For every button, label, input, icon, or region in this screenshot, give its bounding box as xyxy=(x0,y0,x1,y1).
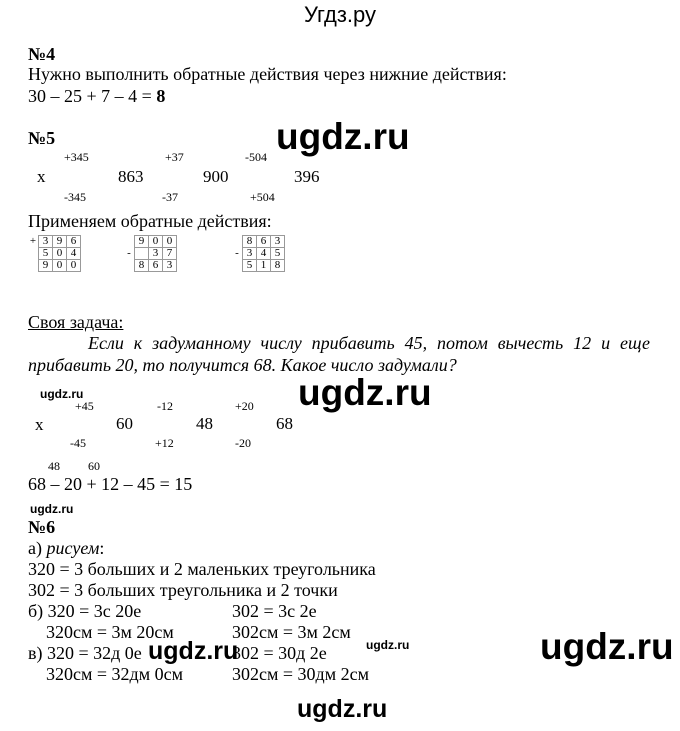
watermark-medium: ugdz.ru xyxy=(148,637,239,665)
own-value-1: 60 xyxy=(116,414,133,433)
task5-apply-text: Применяем обратные действия: xyxy=(28,211,272,231)
own-top-op-2: -12 xyxy=(157,399,173,413)
own-bottom-op-2: +12 xyxy=(155,436,174,450)
digit: 8 xyxy=(135,260,149,272)
digit: 6 xyxy=(257,236,271,248)
task5-value-3: 396 xyxy=(294,167,320,186)
task6-c-line2-right: 302см = 30дм 2см xyxy=(232,664,369,684)
calc3-op: - xyxy=(235,247,239,259)
task5-bottom-op-3: +504 xyxy=(250,190,275,204)
task6-a-heading xyxy=(28,538,104,559)
task5-bottom-op-2: -37 xyxy=(162,190,178,204)
digit: 1 xyxy=(257,260,271,272)
digit: 6 xyxy=(149,260,163,272)
own-bottom-op-3: -20 xyxy=(235,436,251,450)
watermark: ugdz.ru xyxy=(298,372,432,413)
digit: 7 xyxy=(163,248,177,260)
task6-c-line2-left: 320см = 32дм 0см xyxy=(46,664,183,684)
own-value-2: 48 xyxy=(196,414,213,433)
digit: 5 xyxy=(243,260,257,272)
task6-b-line1-right: 302 = 3с 2е xyxy=(232,601,317,621)
own-top-op-1: +45 xyxy=(75,399,94,413)
digit: 3 xyxy=(271,236,285,248)
digit: 5 xyxy=(39,248,53,260)
digit: 9 xyxy=(135,236,149,248)
digit: 0 xyxy=(53,260,67,272)
digit: 8 xyxy=(271,260,285,272)
watermark-small: ugdz.ru xyxy=(30,502,74,516)
task4-equation-prefix: 30 – 25 + 7 – 4 = xyxy=(28,86,157,106)
own-task-heading: Своя задача: xyxy=(28,312,124,332)
digit: 3 xyxy=(149,248,163,260)
digit: 0 xyxy=(149,236,163,248)
task6-a-word: рисуем xyxy=(46,538,100,558)
digit: 4 xyxy=(257,248,271,260)
own-intermediate-2: 60 xyxy=(88,459,100,473)
task4-text: Нужно выполнить обратные действия через нижние действия: xyxy=(28,64,507,84)
own-intermediate-1: 48 xyxy=(48,459,60,473)
own-equation: 68 – 20 + 12 – 45 = 15 xyxy=(28,474,193,494)
digit: 0 xyxy=(163,236,177,248)
calc1-op: + xyxy=(29,235,37,247)
task5-top-op-2: +37 xyxy=(165,150,184,164)
watermark: ugdz.ru xyxy=(540,626,674,667)
own-bottom-op-1: -45 xyxy=(70,436,86,450)
own-start: x xyxy=(35,415,44,434)
task6-a-colon: : xyxy=(99,538,105,558)
digit: 9 xyxy=(39,260,53,272)
site-title: Угдз.ру xyxy=(303,2,377,27)
task5-top-op-1: +345 xyxy=(64,150,89,164)
watermark: ugdz.ru xyxy=(276,116,410,157)
digit: 3 xyxy=(243,248,257,260)
column-calc-1 xyxy=(28,235,81,272)
watermark-small: ugdz.ru xyxy=(40,387,84,401)
task5-value-1: 863 xyxy=(118,167,144,186)
digit: 3 xyxy=(163,260,177,272)
task6-c-line1-left: в) 320 = 32д 0е xyxy=(28,643,142,663)
watermark-medium: ugdz.ru xyxy=(297,695,388,723)
task6-a-label: а) xyxy=(28,538,47,558)
digit: 8 xyxy=(243,236,257,248)
task5-value-2: 900 xyxy=(203,167,229,186)
watermark-small: ugdz.ru xyxy=(366,638,410,652)
digit: 0 xyxy=(67,260,81,272)
column-calc-2 xyxy=(124,235,177,272)
task5-start: x xyxy=(37,167,46,186)
own-top-op-3: +20 xyxy=(235,399,254,413)
digit: 5 xyxy=(271,248,285,260)
task6-a-line1: 320 = 3 больших и 2 маленьких треугольника xyxy=(28,559,376,579)
task5-bottom-op-1: -345 xyxy=(64,190,86,204)
column-calc-3 xyxy=(232,235,285,272)
task6-a-line2: 302 = 3 больших треугольника и 2 точки xyxy=(28,580,338,600)
digit: 4 xyxy=(67,248,81,260)
task6-b-line1-left: б) 320 = 3с 20е xyxy=(28,601,142,621)
task4-number: №4 xyxy=(28,44,56,64)
task5-top-op-3: -504 xyxy=(245,150,267,164)
digit: 9 xyxy=(53,236,67,248)
digit xyxy=(135,248,149,260)
digit: 3 xyxy=(39,236,53,248)
calc2-op: - xyxy=(127,247,131,259)
task6-b-line2-right: 302см = 3м 2см xyxy=(232,622,351,642)
task6-c-line1-right: 302 = 30д 2е xyxy=(232,643,327,663)
digit: 6 xyxy=(67,236,81,248)
task4-answer: 8 xyxy=(156,86,166,106)
task6-number: №6 xyxy=(28,517,56,537)
own-task-text: Если к задуманному числу прибавить 45, потом вычесть 12 и еще прибавить 20, то получится 68. Какое число задумали? xyxy=(28,333,650,375)
task6-b-line2-left: 320см = 3м 20см xyxy=(46,622,174,642)
own-value-3: 68 xyxy=(276,414,293,433)
task4-equation xyxy=(28,86,165,107)
task5-number: №5 xyxy=(28,128,56,148)
digit: 0 xyxy=(53,248,67,260)
